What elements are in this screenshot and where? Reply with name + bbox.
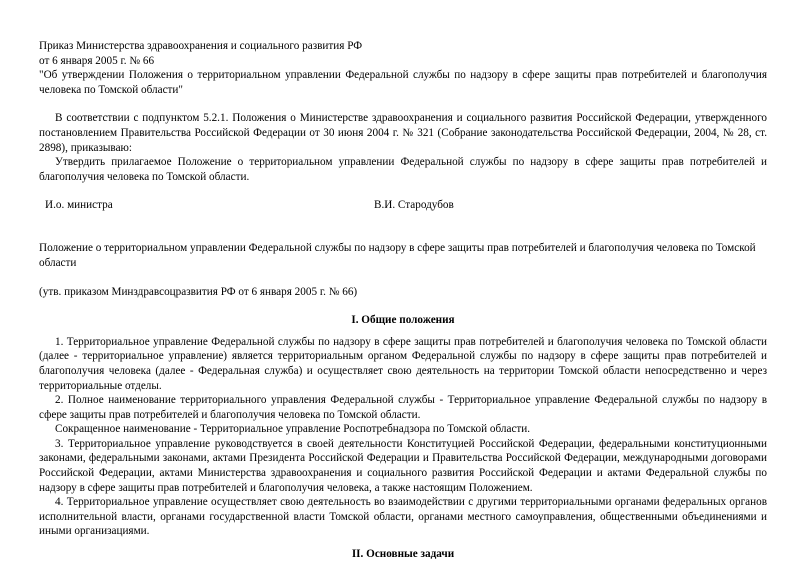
spacer [39,227,767,241]
section-heading-tasks: II. Основные задачи [351,548,455,561]
signatory-name: В.И. Стародубов [374,199,454,212]
spacer [39,213,767,227]
order-subject: "Об утверждении Положения о территориальном управлении Федеральной службы по надзору в сфере защиты прав потребителей и благополучия человека по Томской области" [39,69,767,96]
spacer [39,97,767,111]
clause-2-short-name: Сокращенное наименование - Территориальное управление Роспотребнадзора по Томской области. [55,423,531,436]
document [39,39,767,562]
clause-3: 3. Территориальное управление руководствуется в своей деятельности Конституцией Российской Федерации, федеральными конституционными законами, федеральными законами, актами Президента Российской Федерации и Правительства Российской Федерации, международными договорами Российской Федерации, актами Министерства здравоохранения и социального развития Российской Федерации и актами Федеральной службы по надзору в сфере защиты прав потребителей и благополучия человека, а также настоящим Положением. [39,437,767,494]
clause-2: 2. Полное наименование территориального управления Федеральной службы - Территориальное управление Федеральной службы по надзору в сфере защиты прав потребителей и благополучия человека по Томской области. [39,394,767,421]
appendix-approval-note: (утв. приказом Минздравсоцразвития РФ от 6 января 2005 г. № 66) [39,285,358,298]
preamble-paragraph: В соответствии с подпунктом 5.2.1. Положения о Министерстве здравоохранения и социального развития Российской Федерации, утвержденного постановлением Правительства Российской Федерации от 30 июня 2004 г. № 321 (Собрание законодательства Российской Федерации, 2004, № 28, ст. 2898), приказываю: [39,112,767,154]
clause-1: 1. Территориальное управление Федеральной службы по надзору в сфере защиты прав потребителей и благополучия человека по Томской области (далее - территориальное управление) является территориальным органом Федеральной службы по надзору в сфере защиты прав потребителей и благополучия человека (далее - Федеральная служба) и осуществляет свою деятельность на территории Томской области непосредственно и через территориальные отделы. [39,335,767,392]
signatory-position: И.о. министра [45,199,113,212]
appendix-title: Положение о территориальном управлении Федеральной службы по надзору в сфере защиты прав потребителей и благополучия человека по Томской области [39,242,756,269]
spacer [39,184,767,198]
spacer [39,271,767,285]
signature-block [39,198,767,213]
clause-4: 4. Территориальное управление осуществляет свою деятельность во взаимодействии с другими территориальными органами федеральных органов исполнительной власти, органами государственной власти Томской области, органами местного самоуправления, общественными объединениями и иными организациями. [39,496,767,538]
section-heading-general: I. Общие положения [351,314,455,327]
spacer [39,299,767,313]
order-title: Приказ Министерства здравоохранения и социального развития РФ [39,40,363,52]
spacer [39,328,767,335]
spacer [39,539,767,547]
order-paragraph: Утвердить прилагаемое Положение о территориальном управлении Федеральной службы по надзору в сфере защиты прав потребителей и благополучия человека по Томской области. [39,156,767,183]
order-date-number: от 6 января 2005 г. № 66 [39,54,155,67]
